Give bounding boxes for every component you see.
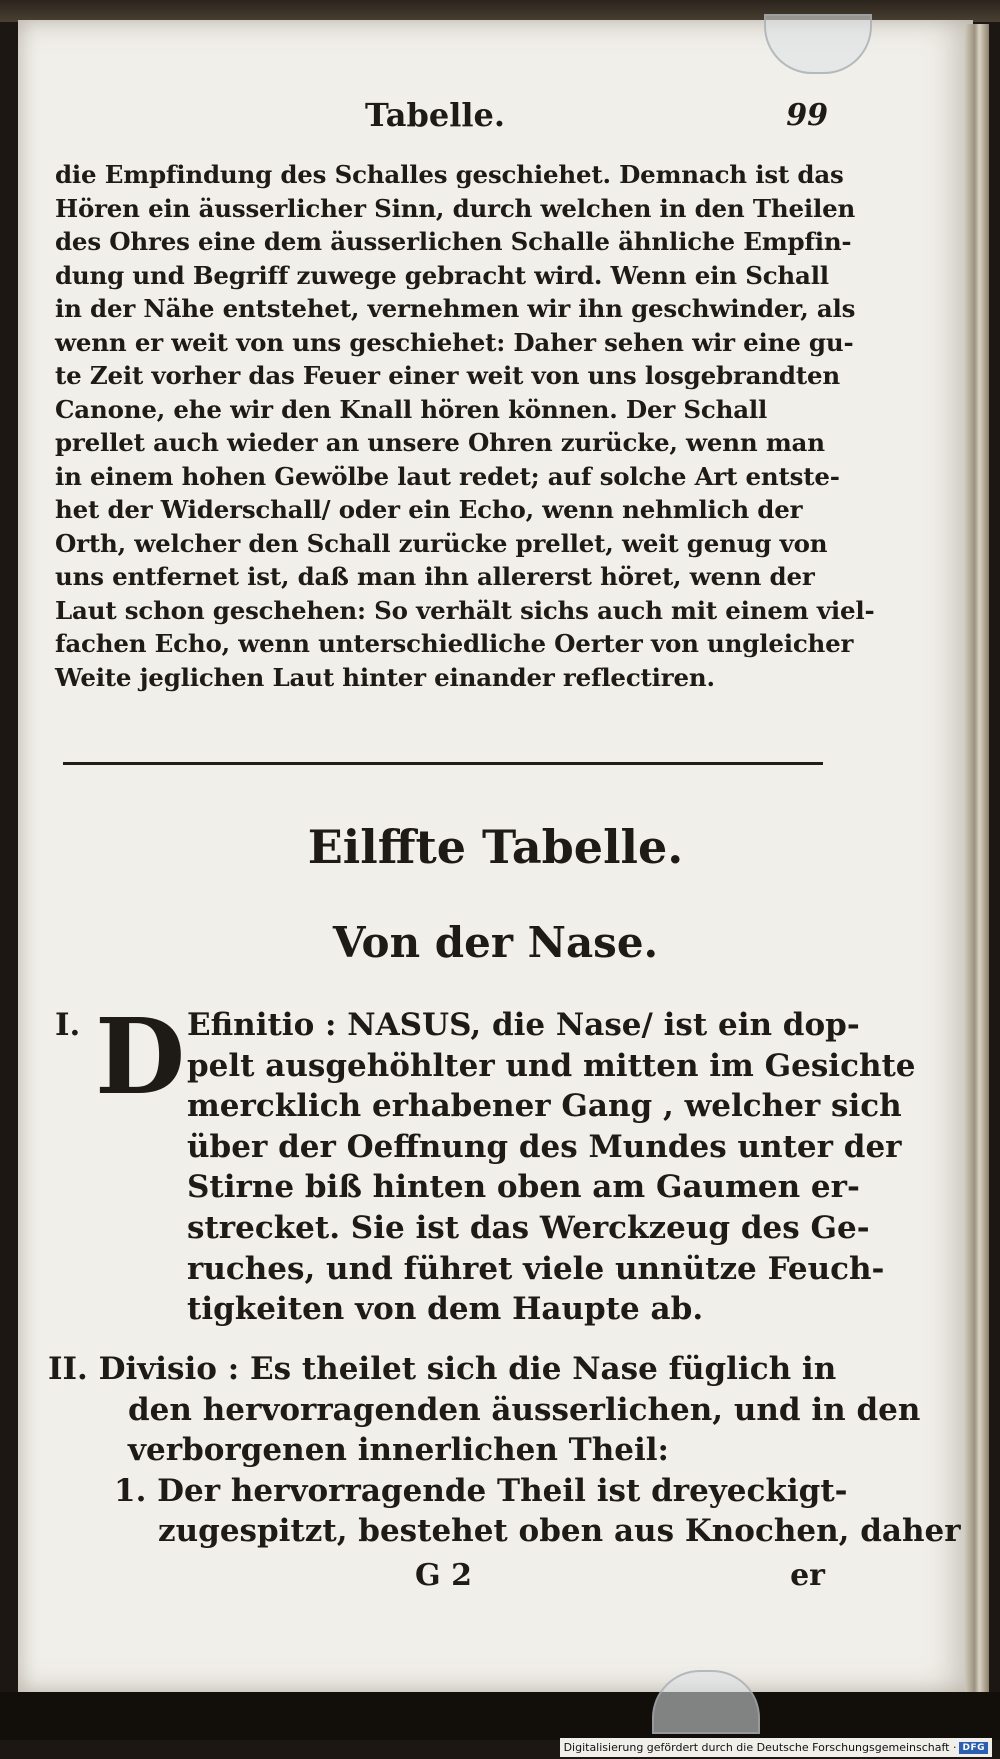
catchword: er <box>790 1558 825 1593</box>
section-numeral: I. <box>55 1007 81 1043</box>
text-line: Stirne biß hinten oben am Gaumen er- <box>187 1169 860 1206</box>
digitization-credit <box>560 1738 992 1757</box>
text-line: Orth, welcher den Schall zurücke prellet, weit genug von <box>55 528 828 558</box>
running-head: Tabelle. <box>365 96 506 134</box>
dfg-logo: DFG <box>959 1742 988 1754</box>
text-line: den hervorragenden äusserlichen, und in den <box>128 1391 921 1428</box>
text-line: des Ohres eine dem äusserlichen Schalle ähnliche Empfin- <box>55 227 852 256</box>
text-line: 1. Der hervorragende Theil ist dreyeckigt- <box>114 1472 848 1509</box>
text-line: dung und Begriff zuwege gebracht wird. Wenn ein Schall <box>55 260 829 290</box>
text-line: het der Widerschall/ oder ein Echo, wenn nehmlich der <box>55 495 803 524</box>
page-footer <box>55 1558 835 1598</box>
previous-section-text <box>55 158 875 694</box>
definitio-lines <box>187 1005 916 1330</box>
text-line: Canone, ehe wir den Knall hören können. Der Schall <box>55 394 768 424</box>
text-line: Hören ein äusserlicher Sinn, durch welchen in den Theilen <box>55 193 856 223</box>
text-line: fachen Echo, wenn unterschiedliche Oerter von ungleicher <box>55 629 854 658</box>
text-line: Efinitio : NASUS, die Nase/ ist ein dop- <box>187 1007 860 1043</box>
drop-cap: D <box>95 995 186 1118</box>
text-line: über der Oeffnung des Mundes unter der <box>187 1128 902 1165</box>
credit-text: Digitalisierung gefördert durch die Deutsche Forschungsgemeinschaft · <box>563 1741 957 1754</box>
text-line: uns entfernet ist, daß man ihn allererst höret, wenn der <box>55 562 815 591</box>
text-line: in einem hohen Gewölbe laut redet; auf solche Art entste- <box>55 461 840 491</box>
text-line: te Zeit vorher das Feuer einer weit von uns losgebrandten <box>55 361 840 390</box>
page-header <box>55 96 830 140</box>
text-line: prellet auch wieder an unsere Ohren zurücke, wenn man <box>55 428 825 457</box>
scan-bottom-border <box>0 1692 1000 1740</box>
text-line: die Empfindung des Schalles geschiehet. Demnach ist das <box>55 160 844 189</box>
section-divider <box>63 762 823 765</box>
text-line: tigkeiten von dem Haupte ab. <box>187 1291 704 1328</box>
text-line: ruches, und führet viele unnütze Feuch- <box>187 1250 885 1287</box>
signature-mark: G 2 <box>415 1558 472 1593</box>
text-line: pelt ausgehöhlter und mitten im Gesichte <box>187 1047 916 1084</box>
text-line: Weite jeglichen Laut hinter einander reflectiren. <box>55 662 715 692</box>
text-line: strecket. Sie ist das Werckzeug des Ge- <box>187 1209 870 1246</box>
divisio-paragraph <box>48 1349 961 1552</box>
text-line: Laut schon geschehen: So verhält sichs auch mit einem viel- <box>55 595 875 625</box>
text-line: mercklich erhabener Gang , welcher sich <box>187 1088 902 1125</box>
text-line: II. Divisio : Es theilet sich die Nase füglich in <box>48 1351 837 1387</box>
chapter-subtitle: Von der Nase. <box>332 918 659 967</box>
text-line: verborgenen innerlichen Theil: <box>128 1432 670 1469</box>
chapter-title: Eilffte Tabelle. <box>307 820 684 874</box>
text-line: wenn er weit von uns geschiehet: Daher sehen wir eine gu- <box>55 327 854 357</box>
text-line: in der Nähe entstehet, vernehmen wir ihn geschwinder, als <box>55 294 856 323</box>
page-number: 99 <box>786 98 828 133</box>
text-line: zugespitzt, bestehet oben aus Knochen, daher <box>158 1513 961 1550</box>
